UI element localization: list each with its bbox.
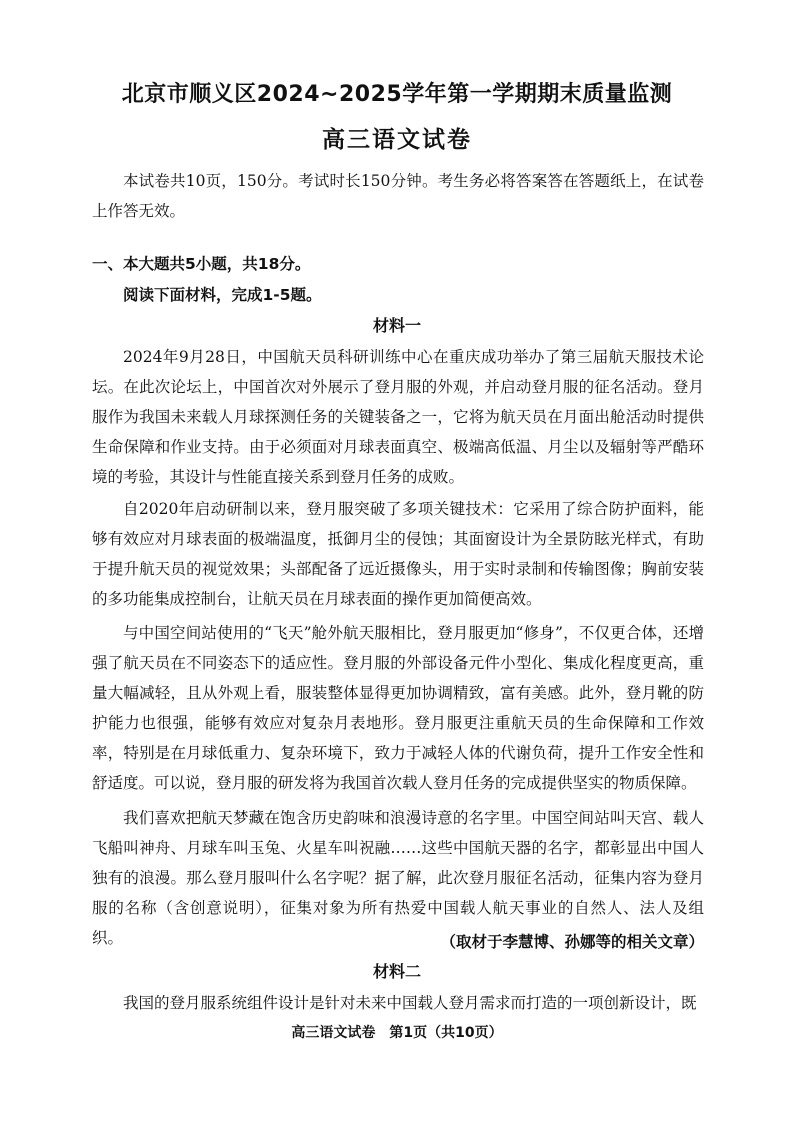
section-heading: 一、本大题共5小题，共18分。: [92, 255, 311, 273]
section-prompt: 阅读下面材料，完成1-5题。: [123, 286, 322, 304]
material-1-paragraph-1: 2024年9月28日，中国航天员科研训练中心在重庆成功举办了第三届航天服技术论坛。在此次论坛上，中国首次对外展示了登月服的外观，并启动登月服的征名活动。登月服作为我国未来载人月球探测任务的关键装备之一，它将为航天员在月面出舱活动时提供生命保障和作业支持。由于必须面对月球表面真空、极端高低温、月尘以及辐射等严酷环境的考验，其设计与性能直接关系到登月任务的成败。: [92, 348, 704, 486]
material-1-paragraph-3: 与中国空间站使用的“飞天”舱外航天服相比，登月服更加“修身”，不仅更合体，还增强了航天员在不同姿态下的适应性。登月服的外部设备元件小型化、集成化程度更高，重量大幅减轻，且从外观上看，服装整体显得更加协调精致，富有美感。此外，登月靴的防护能力也很强，能够有效应对复杂月表地形。登月服更注重航天员的生命保障和工作效率，特别是在月球低重力、复杂环境下，致力于减轻人体的代谢负荷，提升工作安全性和舒适度。可以说，登月服的研发将为我国首次载人登月任务的完成提供坚实的物质保障。: [92, 624, 704, 792]
material-1-heading: 材料一: [372, 316, 421, 335]
material-1-paragraph-2: 自2020年启动研制以来，登月服突破了多项关键技术：它采用了综合防护面料，能够有效应对月球表面的极端温度，抵御月尘的侵蚀；其面窗设计为全景防眩光样式，有助于提升航天员的视觉效果；头部配备了远近摄像头，用于实时录制和传输图像；胸前安装的多功能集成控制台，让航天员在月球表面的操作更加简便高效。: [92, 500, 704, 608]
exam-subtitle: 高三语文试卷: [322, 127, 472, 153]
material-1-paragraph-4: 我们喜欢把航天梦藏在饱含历史韵味和浪漫诗意的名字里。中国空间站叫天宫、载人飞船叫神舟、月球车叫玉兔、火星车叫祝融……这些中国航天器的名字，都彰显出中国人独有的浪漫。那么登月服叫什么名字呢？据了解，此次登月服征名活动，征集内容为登月服的名称（含创意说明），征集对象为所有热爱中国载人航天事业的自然人、法人及组织。: [92, 809, 704, 947]
exam-instructions: 本试卷共10页，150分。考试时长150分钟。考生务必将答案答在答题纸上，在试卷上作答无效。: [92, 172, 704, 220]
exam-title: 北京市顺义区2024~2025学年第一学期期末质量监测: [121, 82, 673, 107]
material-1-source: （取材于李慧博、孙娜等的相关文章）: [440, 933, 704, 951]
material-2-paragraph-1: 我国的登月服系统组件设计是针对未来中国载人登月需求而打造的一项创新设计，既: [123, 994, 697, 1012]
page-footer: 高三语文试卷 第1页（共10页）: [291, 1025, 503, 1041]
material-2-heading: 材料二: [372, 962, 421, 981]
